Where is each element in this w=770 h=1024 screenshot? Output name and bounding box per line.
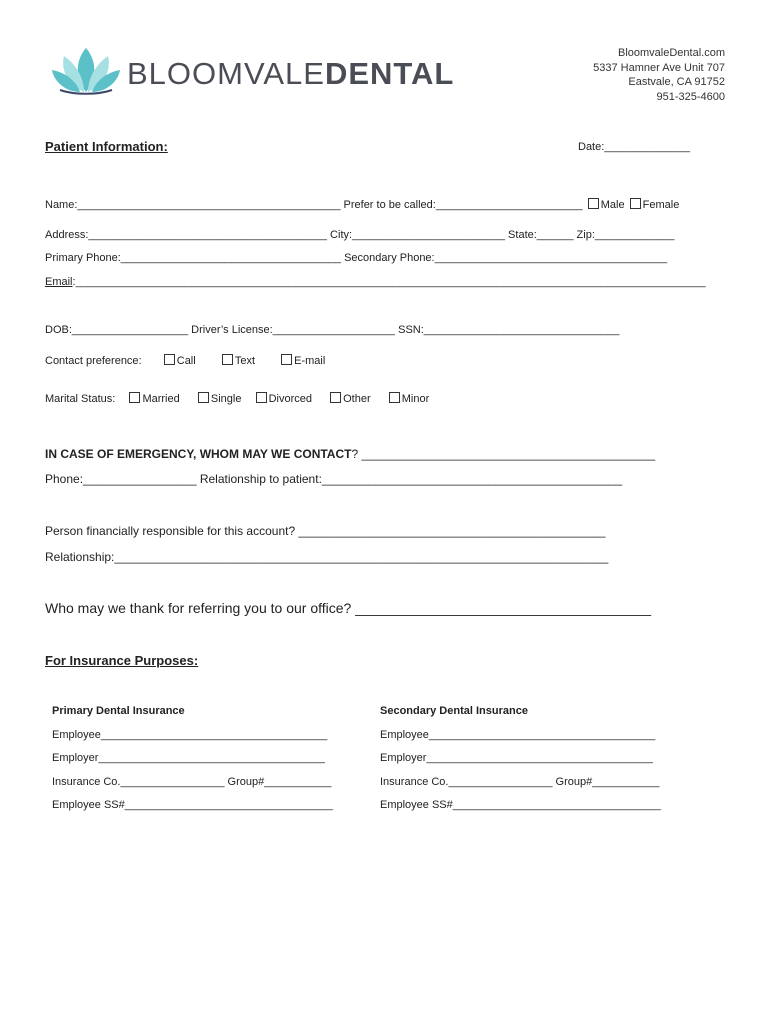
secondary-employee-ss-field[interactable]: Employee SS#__________________________________ (380, 799, 661, 811)
email-label: Email (45, 276, 73, 288)
address-field[interactable]: Address:_______________________________________ City:_________________________ State:______ Zip:_____________ (45, 229, 675, 241)
email-row[interactable] (45, 276, 706, 288)
street-text: 5337 Hamner Ave Unit 707 (593, 61, 725, 74)
text-checkbox[interactable] (222, 354, 233, 365)
patient-info-heading: Patient Information: (45, 139, 168, 154)
email-option-label: E-mail (294, 355, 326, 367)
secondary-insurance-title: Secondary Dental Insurance (380, 705, 528, 717)
secondary-employee-field[interactable]: Employee_____________________________________ (380, 729, 656, 741)
primary-employer-field[interactable]: Employer_____________________________________ (52, 752, 325, 764)
other-checkbox[interactable] (330, 392, 341, 403)
male-checkbox[interactable] (588, 198, 599, 209)
secondary-employer-field[interactable]: Employer_____________________________________ (380, 752, 653, 764)
financial-relationship-field[interactable]: Relationship:__________________________________________________________________________ (45, 550, 609, 564)
email-checkbox[interactable] (281, 354, 292, 365)
contact-preference-row (45, 354, 325, 367)
primary-insurance-title: Primary Dental Insurance (52, 705, 185, 717)
marital-label: Marital Status: (45, 393, 116, 405)
primary-insurance-co-field[interactable]: Insurance Co._________________ Group#___________ (52, 776, 332, 788)
divorced-checkbox[interactable] (256, 392, 267, 403)
text-label: Text (234, 355, 256, 367)
minor-label: Minor (401, 393, 430, 405)
name-row (45, 198, 679, 211)
minor-checkbox[interactable] (389, 392, 400, 403)
female-label: Female (642, 199, 680, 211)
contact-label: Contact preference: (45, 355, 142, 367)
name-field[interactable]: Name:___________________________________________ Prefer to be called:________________________ (45, 199, 583, 211)
emergency-question: IN CASE OF EMERGENCY, WHOM MAY WE CONTACT (45, 447, 352, 461)
single-label: Single (210, 393, 242, 405)
primary-employee-ss-field[interactable]: Employee SS#__________________________________ (52, 799, 333, 811)
website-text: BloomvaleDental.com (618, 47, 725, 59)
dob-license-ssn-field[interactable]: DOB:___________________ Driver’s License:____________________ SSN:________________________________ (45, 324, 620, 336)
call-label: Call (176, 355, 196, 367)
city-text: Eastvale, CA 91752 (628, 76, 725, 88)
female-checkbox[interactable] (630, 198, 641, 209)
marital-status-row (45, 392, 429, 405)
address-block (593, 46, 725, 104)
call-checkbox[interactable] (164, 354, 175, 365)
primary-employee-field[interactable]: Employee_____________________________________ (52, 729, 328, 741)
single-checkbox[interactable] (198, 392, 209, 403)
logo-icon (50, 40, 122, 96)
phone-text: 951-325-4600 (656, 90, 725, 103)
referral-field[interactable]: Who may we thank for referring you to our office? ______________________________________ (45, 600, 652, 616)
emergency-contact-field[interactable] (45, 447, 655, 461)
secondary-insurance-co-field[interactable]: Insurance Co._________________ Group#___________ (380, 776, 660, 788)
emergency-line[interactable]: ? ____________________________________________ (351, 447, 656, 461)
married-label: Married (142, 393, 180, 405)
email-field[interactable]: :_______________________________________________________________________________________________________ (72, 276, 706, 288)
date-field[interactable]: Date:______________ (578, 141, 690, 153)
brand-bold: DENTAL (324, 56, 455, 91)
phones-field[interactable]: Primary Phone:____________________________________ Secondary Phone:______________________________________ (45, 252, 668, 264)
other-label: Other (343, 393, 371, 405)
brand-light: BLOOMVALE (127, 56, 325, 91)
male-label: Male (600, 199, 625, 211)
divorced-label: Divorced (268, 393, 312, 405)
married-checkbox[interactable] (129, 392, 140, 403)
financial-responsible-field[interactable]: Person financially responsible for this account? ______________________________________________ (45, 524, 606, 538)
brand-logo-text (127, 56, 454, 92)
insurance-heading: For Insurance Purposes: (45, 653, 199, 668)
emergency-phone-field[interactable]: Phone:_________________ Relationship to patient:_____________________________________________ (45, 472, 623, 486)
